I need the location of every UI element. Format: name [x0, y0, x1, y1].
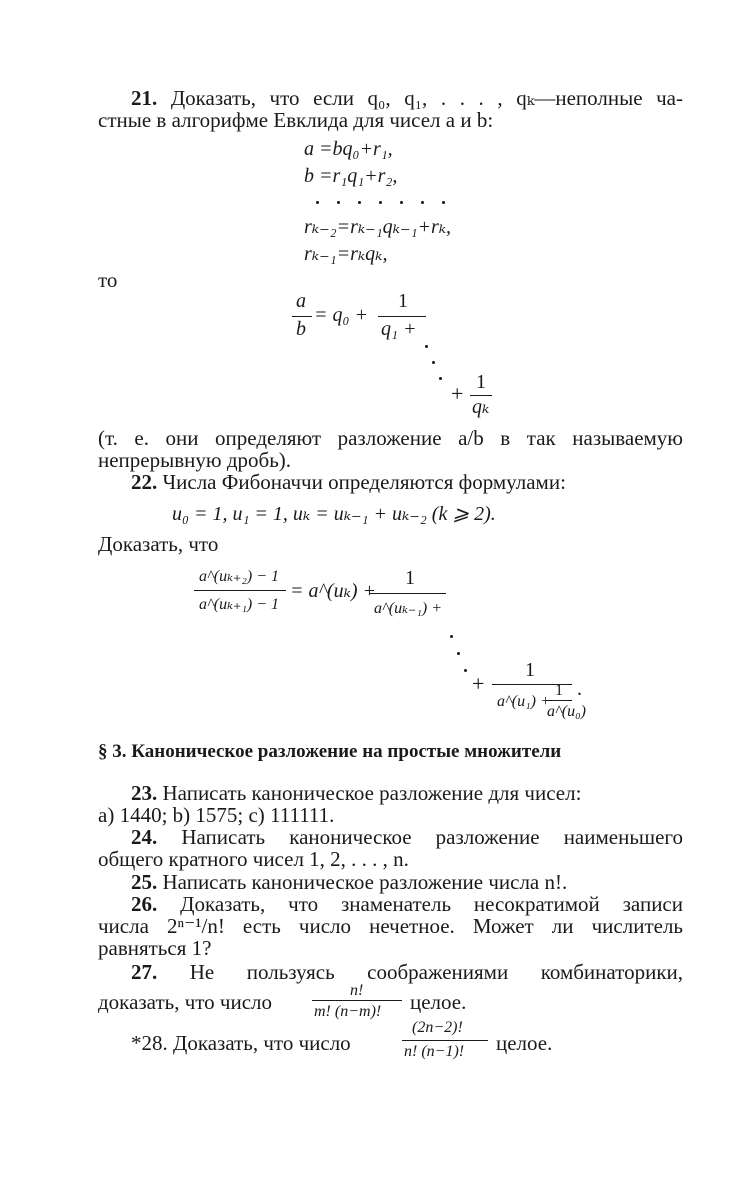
p27-number: 27. — [131, 960, 158, 984]
p24-number: 24. — [131, 825, 158, 849]
p23-line2: a) 1440; b) 1575; c) 111111. — [98, 803, 335, 827]
cf21-one: 1 — [398, 290, 408, 312]
cf21-bar1 — [378, 316, 426, 317]
cf22-bar3 — [546, 700, 572, 701]
p22-line1 — [131, 470, 566, 494]
cf21-plus: + — [451, 381, 464, 406]
p21-eq1: a =bq₀+r₁, — [304, 138, 393, 160]
p28-frac-den: n! (n−1)! — [404, 1043, 465, 1060]
cf21-mid: = q₀ + — [314, 304, 368, 326]
p23-line1 — [131, 781, 581, 805]
p21-eq2: b =r₁q₁+r₂, — [304, 165, 398, 187]
p21-text-1: Доказать, что если q₀, q₁, . . . , qₖ—неполные ча- — [170, 86, 683, 110]
p25-text-1: Написать каноническое разложение числа n!. — [162, 870, 568, 894]
p26-line2: числа 2ⁿ⁻¹/n! есть число нечетное. Может ли числитель — [98, 914, 683, 938]
cf22-den2: a^(u₁) + — [497, 693, 551, 710]
cf22-one2: 1 — [525, 659, 535, 681]
p25-line1 — [131, 870, 567, 894]
cf21-a: a — [296, 290, 306, 312]
cf22-den1: a^(uₖ₋₁) + — [374, 600, 443, 617]
cf21-q1: q₁ + — [381, 318, 417, 340]
p21-eq3: rₖ₋₂=rₖ₋₁qₖ₋₁+rₖ, — [304, 216, 452, 238]
p24-line1 — [131, 825, 683, 849]
p28-text-1: Доказать, что число — [173, 1031, 351, 1055]
p28-line1a — [131, 1031, 351, 1055]
p26-number: 26. — [131, 892, 158, 916]
p28-frac-bar — [402, 1040, 488, 1041]
cf21-qk: qₖ — [472, 396, 490, 418]
p27-text-1: Не пользуясь соображениями комбинаторики, — [189, 960, 684, 984]
p23-number: 23. — [131, 781, 158, 805]
cf21-bar-ab — [292, 316, 312, 317]
p27-frac-bar — [312, 1000, 402, 1001]
p21-eq4: rₖ₋₁=rₖqₖ, — [304, 243, 388, 265]
p27-frac-num: n! — [350, 982, 364, 999]
p24-line2: общего кратного чисел 1, 2, . . . , n. — [98, 847, 409, 871]
p21-number: 21. — [131, 86, 158, 110]
cf22-eq-mid: = a^(uₖ) + — [290, 580, 377, 602]
section-heading: § 3. Каноническое разложение на простые множители — [98, 741, 562, 762]
p21-tail2: непрерывную дробь). — [98, 448, 292, 472]
cf22-lhs-num: a^(uₖ₊₂) − 1 — [199, 568, 280, 585]
p26-line1 — [131, 892, 683, 916]
p27-line1 — [131, 960, 683, 984]
cf22-period: . — [577, 678, 582, 700]
cf22-bar1 — [370, 593, 446, 594]
p21-tail1: (т. е. они определяют разложение a/b в так называемую — [98, 426, 683, 450]
cf22-one: 1 — [405, 567, 415, 589]
p23-text-1: Написать каноническое разложение для чисел: — [162, 781, 582, 805]
p22-formula: u₀ = 1, u₁ = 1, uₖ = uₖ₋₁ + uₖ₋₂ (k ⩾ 2). — [172, 503, 496, 525]
cf22-den3: a^(u₀) — [547, 703, 586, 720]
p22-text-1: Числа Фибоначчи определяются формулами: — [162, 470, 566, 494]
cf22-bar-lhs — [194, 590, 286, 591]
p26-line3: равняться 1? — [98, 936, 212, 960]
cf22-lhs-den: a^(uₖ₊₁) − 1 — [199, 596, 280, 613]
p22-number: 22. — [131, 470, 158, 494]
cf21-b: b — [296, 318, 306, 340]
p21-line2: стные в алгорифме Евклида для чисел a и b: — [98, 108, 494, 132]
p22-prove: Доказать, что — [98, 532, 219, 556]
p28-number: *28. — [131, 1031, 168, 1055]
p21-to: то — [98, 268, 118, 292]
cf22-one3: 1 — [555, 682, 563, 699]
p28-line1b: целое. — [496, 1031, 553, 1055]
p21-line1 — [131, 86, 683, 110]
p25-number: 25. — [131, 870, 158, 894]
p27-line2b: целое. — [410, 990, 467, 1014]
cf22-plus: + — [472, 671, 485, 696]
cf21-one2: 1 — [476, 371, 486, 393]
p28-frac-num: (2n−2)! — [412, 1019, 463, 1036]
p27-frac-den: m! (n−m)! — [314, 1003, 382, 1020]
p26-text-1: Доказать, что знаменатель несократимой записи — [180, 892, 683, 916]
p24-text-1: Написать каноническое разложение наименьшего — [181, 825, 683, 849]
p27-line2a: доказать, что число — [98, 990, 273, 1014]
